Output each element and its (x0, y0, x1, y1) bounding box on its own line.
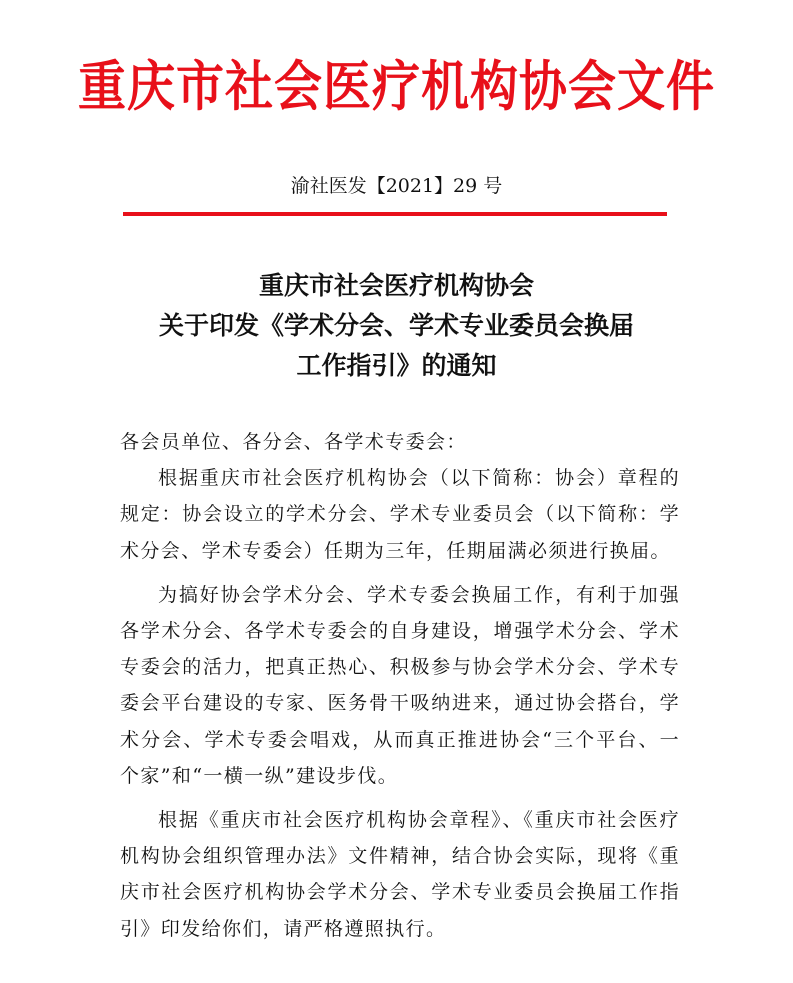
body-paragraph: 为搞好协会学术分会、学术专委会换届工作，有利于加强各学术分会、各学术专委会的自身建设，增强学术分会、学术专委会的活力，把真正热心、积极参与协会学术分会、学术专委会平台建设的专家、医务骨干吸纳进来，通过协会搭台，学术分会、学术专委会唱戏，从而真正推进协会“三个平台、一个家”和“一横一纵”建设步伐。 (120, 583, 680, 787)
title-line-3: 工作指引》的通知 (296, 351, 497, 380)
masthead-title: 重庆市社会医疗机构协会文件 (77, 55, 715, 119)
notice-title (0, 266, 793, 386)
body-paragraph: 根据重庆市社会医疗机构协会（以下简称：协会）章程的规定：协会设立的学术分会、学术专业委员会（以下简称：学术分会、学术专委会）任期为三年，任期届满必须进行换届。 (120, 467, 680, 562)
title-line-2: 关于印发《学术分会、学术专业委员会换届 (158, 311, 634, 340)
notice-body (120, 424, 680, 947)
body-paragraph: 根据《重庆市社会医疗机构协会章程》、《重庆市社会医疗机构协会组织管理办法》文件精神，结合协会实际，现将《重庆市社会医疗机构协会学术分会、学术专业委员会换届工作指引》印发给你们，请严格遵照执行。 (120, 809, 680, 940)
red-divider-line (123, 212, 667, 216)
document-number: 渝社医发【2021】29 号 (290, 175, 503, 197)
title-line-1: 重庆市社会医疗机构协会 (258, 271, 534, 300)
salutation: 各会员单位、各分会、各学术专委会： (120, 431, 467, 453)
